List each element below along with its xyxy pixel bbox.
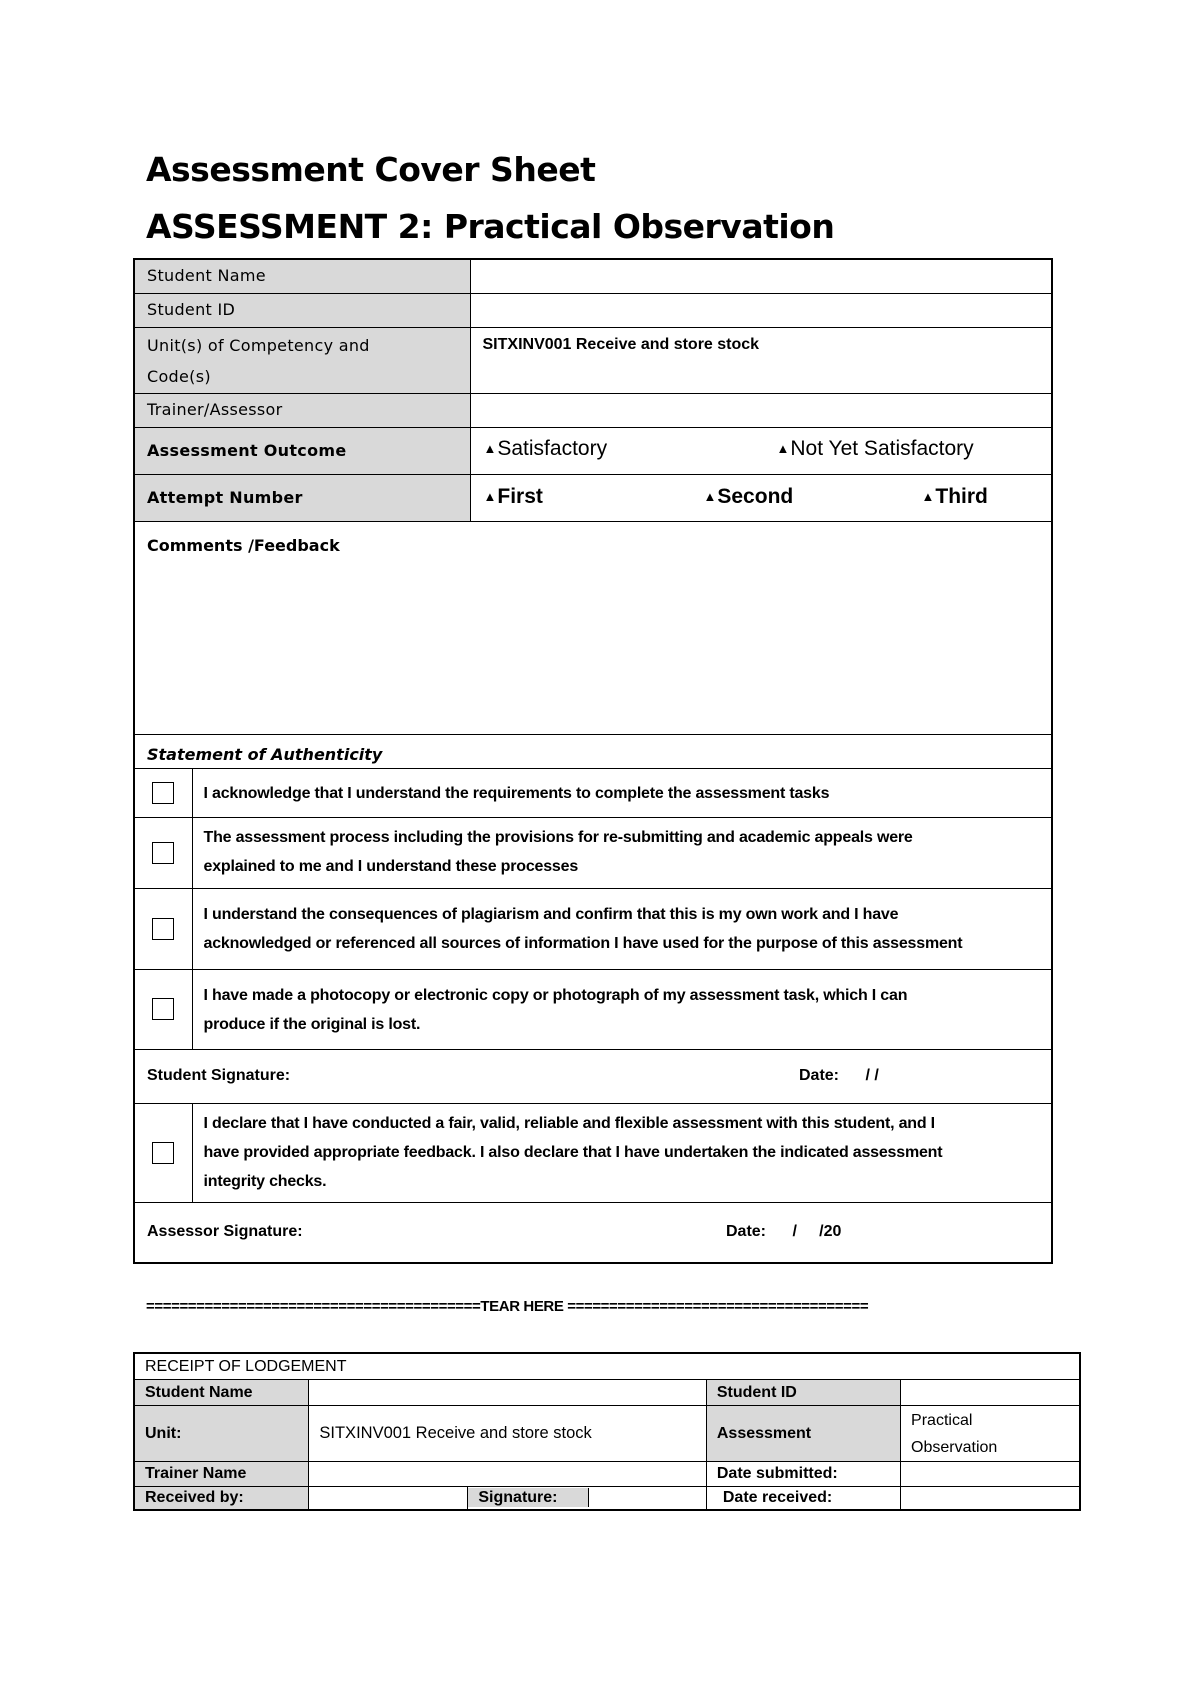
statement-row [134,888,1052,969]
assessor-signature-label: Assessor Signature: [147,1223,303,1241]
comments-feedback-label: Comments /Feedback [147,535,340,555]
statement-2-line-1: The assessment process including the provisions for re-submitting and academic appeals were [203,828,913,846]
statement-3-line-2: acknowledged or referenced all sources of information I have used for the purpose of this assessment [203,934,963,952]
statement-row [134,817,1052,888]
attempt-number-row [134,474,1052,521]
assessor-date-value: / /20 [792,1223,842,1241]
statement-2-line-2: explained to me and I understand these processes [203,857,579,875]
statement-2-checkbox[interactable] [152,842,174,864]
receipt-of-lodgement-table [133,1352,1081,1511]
triangle-marker-icon: ▲ [483,489,497,504]
receipt-received-by-label: Received by: [134,1486,309,1510]
assessment-outcome-label: Assessment Outcome [134,427,470,474]
receipt-heading: RECEIPT OF LODGEMENT [134,1353,1080,1379]
receipt-assessment-value-line-2: Observation [911,1438,998,1456]
statement-4-text [192,969,1052,1049]
trainer-row [134,393,1052,427]
receipt-student-id-label: Student ID [706,1379,900,1405]
attempt-number-options [470,474,1052,521]
statement-row [134,768,1052,817]
receipt-date-submitted-label: Date submitted: [706,1461,900,1486]
tear-here-line: ========================================TEAR HERE ==================================== [146,1298,869,1315]
statement-4-line-2: produce if the original is lost. [203,1015,421,1033]
receipt-heading-row [134,1353,1080,1379]
receipt-unit-row [134,1405,1080,1461]
receipt-unit-value: SITXINV001 Receive and store stock [309,1405,706,1461]
receipt-trainer-name-field[interactable] [309,1461,706,1486]
triangle-marker-icon: ▲ [703,489,717,504]
student-id-label: Student ID [134,293,470,327]
attempt-number-label: Attempt Number [134,474,470,521]
receipt-signature-label: Signature: [468,1488,589,1507]
assessor-signature-row [134,1202,1052,1263]
outcome-not-yet-satisfactory-option[interactable] [777,437,974,461]
receipt-date-received-label: Date received: [706,1486,900,1510]
unit-label-line-2: Code(s) [147,366,211,386]
receipt-assessment-label: Assessment [706,1405,900,1461]
assessment-outcome-row [134,427,1052,474]
receipt-student-name-field[interactable] [309,1379,706,1405]
receipt-assessment-value-line-1: Practical [911,1411,973,1429]
assessment-cover-table [133,258,1053,1264]
student-name-label: Student Name [134,259,470,293]
attempt-second-option[interactable] [704,485,794,509]
receipt-student-row [134,1379,1080,1405]
statement-4-checkbox[interactable] [152,998,174,1020]
statement-3-checkbox-cell [134,888,192,969]
statement-3-checkbox[interactable] [152,918,174,940]
receipt-unit-label: Unit: [134,1405,309,1461]
triangle-marker-icon: ▲ [483,441,497,456]
statement-2-checkbox-cell [134,817,192,888]
receipt-received-row [134,1486,1080,1510]
attempt-second-label: Second [717,484,794,508]
assessor-declaration-line-3: integrity checks. [203,1172,327,1190]
receipt-assessment-value [901,1405,1080,1461]
attempt-first-option[interactable] [484,485,543,509]
assessor-declaration-text [192,1103,1052,1202]
student-signature-field[interactable] [134,1049,1052,1103]
assessment-outcome-options [470,427,1052,474]
assessor-date-label: Date: [726,1223,767,1241]
receipt-trainer-row [134,1461,1080,1486]
comments-row [134,521,1052,734]
student-signature-label: Student Signature: [147,1067,291,1084]
statement-1-line-1: I acknowledge that I understand the requirements to complete the assessment tasks [203,784,830,802]
statement-4-checkbox-cell [134,969,192,1049]
receipt-student-id-field[interactable] [901,1379,1080,1405]
comments-feedback-area[interactable] [134,521,1052,734]
receipt-trainer-name-label: Trainer Name [134,1461,309,1486]
outcome-not-yet-satisfactory-label: Not Yet Satisfactory [790,436,974,460]
student-id-field[interactable] [470,293,1052,327]
unit-label [134,327,470,393]
triangle-marker-icon: ▲ [776,441,790,456]
assessor-declaration-checkbox-cell [134,1103,192,1202]
receipt-signature-field[interactable] [589,1488,705,1507]
outcome-satisfactory-label: Satisfactory [497,436,608,460]
trainer-assessor-label: Trainer/Assessor [134,393,470,427]
assessor-signature-field[interactable] [134,1202,1052,1263]
statement-1-text [192,768,1052,817]
student-name-row [134,259,1052,293]
statement-of-authenticity-heading: Statement of Authenticity [134,734,1052,768]
student-date-label: Date: [799,1067,840,1084]
receipt-student-name-label: Student Name [134,1379,309,1405]
statement-row [134,969,1052,1049]
assessor-declaration-line-2: have provided appropriate feedback. I also declare that I have undertaken the indicated assessment [203,1143,943,1161]
outcome-satisfactory-option[interactable] [484,437,608,461]
assessor-signature-date [726,1223,841,1241]
assessor-declaration-line-1: I declare that I have conducted a fair, valid, reliable and flexible assessment with this student, and I [203,1114,935,1132]
statement-3-text [192,888,1052,969]
unit-label-line-1: Unit(s) of Competency and [147,335,370,355]
attempt-first-label: First [497,484,543,508]
student-signature-date [799,1067,879,1085]
receipt-signature-split [468,1488,705,1507]
triangle-marker-icon: ▲ [921,489,935,504]
receipt-received-by-field[interactable] [309,1486,468,1510]
page-title: Assessment Cover Sheet [146,150,596,189]
receipt-signature-cell [468,1486,706,1510]
student-signature-row [134,1049,1052,1103]
statement-1-checkbox-cell [134,768,192,817]
attempt-third-option[interactable] [922,485,988,509]
trainer-assessor-field[interactable] [470,393,1052,427]
assessor-declaration-checkbox[interactable] [152,1142,174,1164]
attempt-third-label: Third [935,484,988,508]
statement-2-text [192,817,1052,888]
receipt-date-submitted-field[interactable] [901,1461,1080,1486]
statement-4-line-1: I have made a photocopy or electronic copy or photograph of my assessment task, which I can [203,986,908,1004]
page-subtitle: ASSESSMENT 2: Practical Observation [146,207,835,246]
student-name-field[interactable] [470,259,1052,293]
assessor-declaration-row [134,1103,1052,1202]
unit-value: SITXINV001 Receive and store stock [470,327,1052,393]
statement-of-authenticity-row [134,734,1052,768]
student-id-row [134,293,1052,327]
statement-3-line-1: I understand the consequences of plagiarism and confirm that this is my own work and I have [203,905,899,923]
statement-1-checkbox[interactable] [152,782,174,804]
unit-row [134,327,1052,393]
receipt-date-received-field[interactable] [901,1486,1080,1510]
student-date-value: / / [865,1067,879,1084]
